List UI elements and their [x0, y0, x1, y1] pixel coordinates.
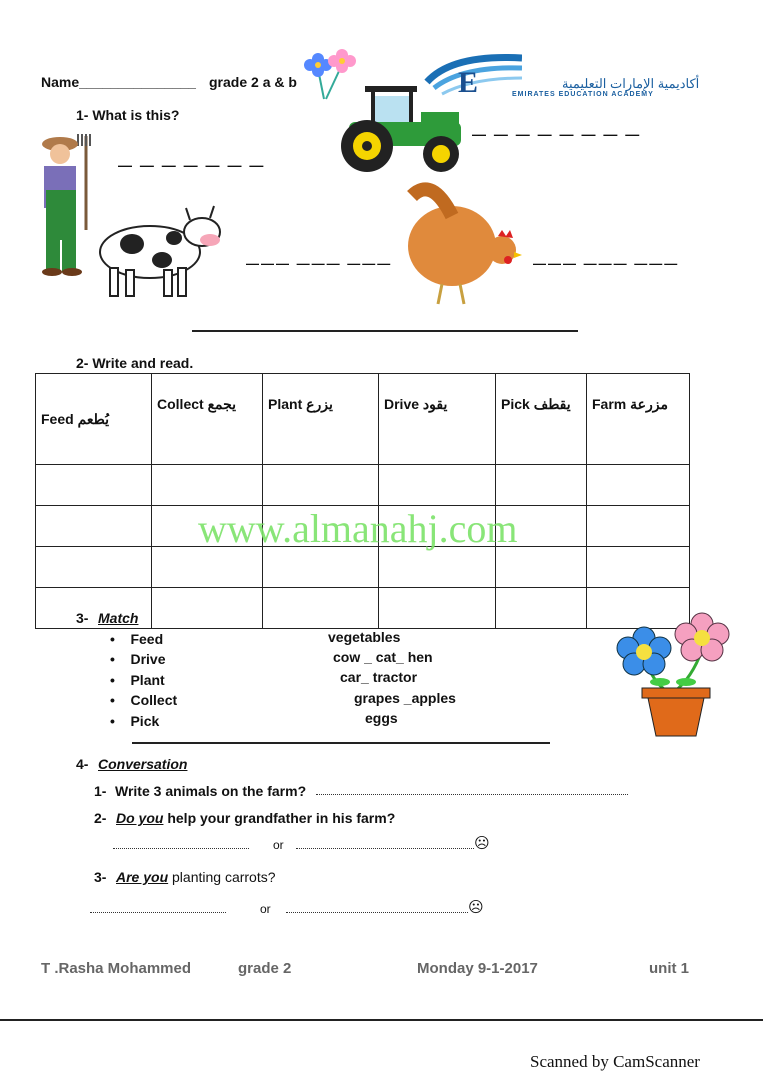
match-left-list [110, 629, 177, 731]
col-farm: Farm مزرعة [587, 374, 690, 465]
list-item[interactable]: • Plant [110, 671, 165, 688]
q4-number: 4- [76, 756, 89, 772]
watermark: www.almanahj.com [198, 506, 518, 551]
footer-grade: grade 2 [238, 960, 292, 977]
table-cell[interactable] [36, 506, 152, 547]
footer-teacher: T .Rasha Mohammed [41, 960, 192, 977]
answer-blank-cow[interactable]: ——— ——— ——— [246, 256, 393, 271]
table-cell[interactable] [587, 547, 690, 588]
table-cell[interactable] [152, 547, 263, 588]
col-pick: Pick يقطف [496, 374, 587, 465]
name-field-label: Name_______________ [41, 74, 196, 90]
table-cell[interactable] [152, 588, 263, 629]
list-item[interactable]: • Collect [110, 692, 178, 709]
table-cell[interactable] [587, 465, 690, 506]
table-cell[interactable] [152, 465, 263, 506]
farmer-icon [38, 130, 96, 278]
answer-no-3[interactable] [286, 900, 468, 913]
section-divider [192, 330, 578, 332]
list-item[interactable]: • Feed [110, 631, 164, 647]
conv-item-1-num: 1- [94, 783, 107, 799]
or-label: or [273, 838, 284, 852]
table-cell[interactable] [587, 506, 690, 547]
table-cell[interactable] [36, 465, 152, 506]
answer-blank-tractor[interactable]: — — — — — — — — [472, 126, 642, 142]
q4-title: Conversation [98, 756, 188, 772]
match-right-3[interactable]: car_ tractor [340, 669, 418, 685]
conv-item-2-num: 2- [94, 810, 107, 826]
table-cell[interactable] [496, 547, 587, 588]
conv-item-2-text: Do you help your grandfather in his farm? [116, 810, 396, 826]
table-row [36, 547, 690, 588]
q3-number: 3- [76, 610, 89, 626]
match-right-4[interactable]: grapes _apples [354, 690, 456, 706]
answer-line-1[interactable] [316, 780, 628, 795]
logo-letter: E [458, 66, 479, 99]
answer-no-2[interactable] [296, 836, 474, 849]
answer-blank-farmer[interactable]: — — — — — — — [118, 157, 266, 173]
col-feed: Feed يُطعم [36, 374, 152, 465]
sad-face-icon: ☹ [468, 899, 484, 916]
col-collect: Collect يجمع [152, 374, 263, 465]
answer-yes-3[interactable] [90, 900, 226, 913]
table-cell[interactable] [496, 588, 587, 629]
table-header-row [36, 374, 690, 465]
match-right-5[interactable]: eggs [365, 710, 398, 726]
table-row [36, 465, 690, 506]
q2-title: 2- Write and read. [76, 355, 194, 371]
conv-item-3-text: Are you planting carrots? [116, 869, 276, 885]
hen-icon [402, 176, 524, 310]
cow-icon [92, 202, 224, 302]
table-cell[interactable] [379, 465, 496, 506]
conv-item-1-text: Write 3 animals on the farm? [115, 783, 307, 799]
table-cell[interactable] [379, 588, 496, 629]
page-bottom-rule [0, 1019, 763, 1021]
footer-date: Monday 9-1-2017 [417, 960, 538, 977]
or-label: or [260, 902, 271, 916]
list-item[interactable]: • Pick [110, 712, 160, 729]
section-divider [132, 742, 550, 744]
conv-item-3-num: 3- [94, 869, 107, 885]
tractor-icon [335, 82, 467, 174]
col-drive: Drive يقود [379, 374, 496, 465]
answer-yes-2[interactable] [113, 836, 249, 849]
q3-title: Match [98, 610, 139, 626]
table-cell[interactable] [36, 547, 152, 588]
table-cell[interactable] [496, 465, 587, 506]
match-right-1[interactable]: vegetables [328, 629, 401, 645]
flower-pot-icon [612, 612, 734, 740]
q1-title: 1- What is this? [76, 107, 180, 123]
sad-face-icon: ☹ [474, 835, 490, 852]
grade-label: grade 2 a & b [209, 74, 297, 90]
scanner-credit: Scanned by CamScanner [530, 1052, 700, 1071]
table-cell[interactable] [263, 465, 379, 506]
table-cell[interactable] [379, 547, 496, 588]
answer-blank-hen[interactable]: ——— ——— ——— [533, 256, 680, 271]
footer-unit: unit 1 [649, 960, 689, 977]
table-cell[interactable] [263, 588, 379, 629]
list-item[interactable]: • Drive [110, 651, 166, 668]
logo-arabic: أكاديمية الإمارات التعليمية [562, 76, 700, 91]
table-cell[interactable] [263, 547, 379, 588]
logo-english: EMIRATES EDUCATION ACADEMY [512, 91, 654, 98]
match-right-2[interactable]: cow _ cat_ hen [333, 649, 433, 665]
col-plant: Plant يزرع [263, 374, 379, 465]
write-read-table [35, 373, 690, 629]
